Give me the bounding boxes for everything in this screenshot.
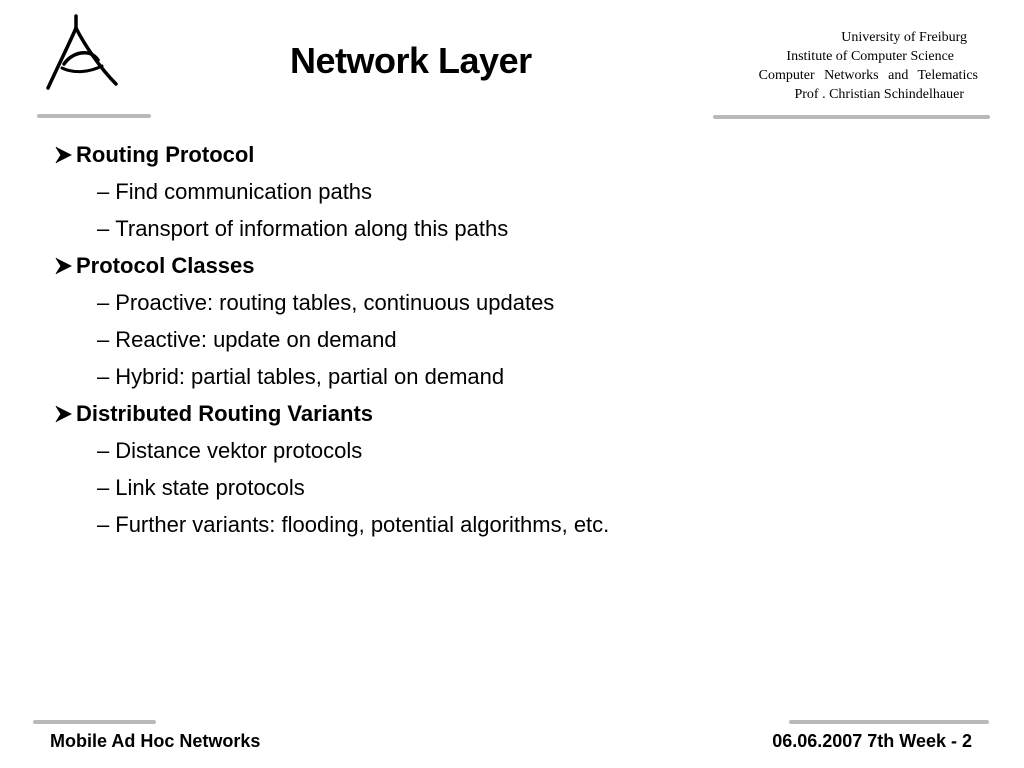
header-rule-left — [37, 114, 151, 118]
dash-marker: – — [97, 474, 110, 500]
institute-professor: Prof . Christian Schindelhauer — [794, 87, 964, 102]
list-item — [53, 321, 993, 358]
list-item-text: Link state protocols — [115, 474, 305, 500]
footer-rule-left — [33, 720, 156, 724]
list-item-text: Transport of information along this paths — [115, 215, 509, 241]
list-item-text: Find communication paths — [115, 178, 373, 204]
institute-university: University of Freiburg — [841, 30, 967, 45]
institute-department: Institute of Computer Science — [786, 49, 954, 64]
section-title-text: Distributed Routing Variants — [76, 400, 374, 426]
slide-title: Network Layer — [290, 40, 532, 81]
list-item — [53, 358, 993, 395]
header-rule-right — [713, 115, 990, 119]
dash-marker: – — [97, 289, 110, 315]
footer-date-page: 06.06.2007 7th Week - 2 — [772, 731, 972, 751]
arrowhead-bullet-icon — [53, 255, 75, 277]
section-title — [53, 395, 993, 432]
list-item — [53, 284, 993, 321]
dash-marker: – — [97, 511, 110, 537]
dash-marker: – — [97, 326, 110, 352]
dash-marker: – — [97, 363, 110, 389]
section-protocol-classes — [53, 247, 993, 395]
dash-marker: – — [97, 437, 110, 463]
footer-rule-right — [789, 720, 989, 724]
list-item-text: Reactive: update on demand — [115, 326, 397, 352]
dash-marker: – — [97, 215, 110, 241]
dash-marker: – — [97, 178, 110, 204]
list-item-text: Proactive: routing tables, continuous updates — [115, 289, 555, 315]
slide-content — [53, 136, 993, 543]
list-item-text: Distance vektor protocols — [115, 437, 363, 463]
list-item — [53, 506, 993, 543]
list-item-text: Hybrid: partial tables, partial on demand — [115, 363, 505, 389]
arrowhead-bullet-icon — [53, 403, 75, 425]
list-item-text: Further variants: flooding, potential algorithms, etc. — [115, 511, 610, 537]
footer-course-title: Mobile Ad Hoc Networks — [50, 731, 261, 751]
section-title — [53, 136, 993, 173]
institute-group: Computer Networks and Telematics — [758, 68, 978, 83]
university-logo-icon — [40, 12, 122, 94]
list-item — [53, 173, 993, 210]
list-item — [53, 210, 993, 247]
list-item — [53, 469, 993, 506]
section-distributed-routing-variants — [53, 395, 993, 543]
section-routing-protocol — [53, 136, 993, 247]
section-title — [53, 247, 993, 284]
institute-block — [678, 28, 978, 104]
section-title-text: Routing Protocol — [76, 141, 255, 167]
arrowhead-bullet-icon — [53, 144, 75, 166]
list-item — [53, 432, 993, 469]
section-title-text: Protocol Classes — [76, 252, 255, 278]
